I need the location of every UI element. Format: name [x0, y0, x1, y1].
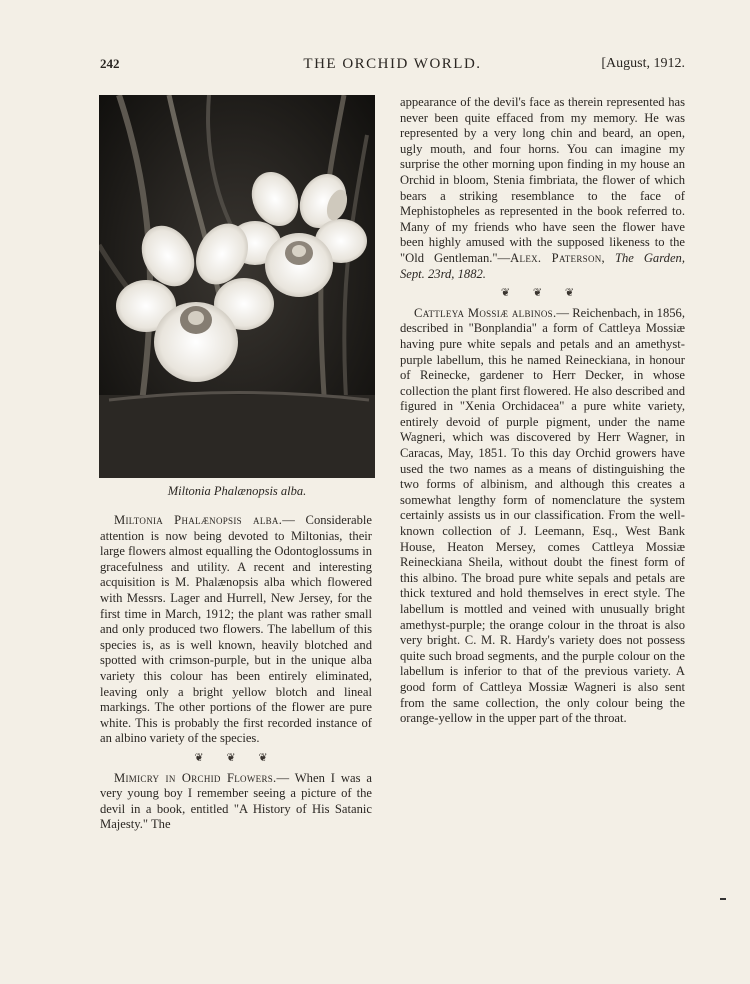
article-heading: Cattleya Mossiæ albinos. — [414, 305, 557, 320]
article-heading: Miltonia Phalænopsis alba. — [114, 513, 283, 527]
running-header — [100, 56, 685, 78]
right-column — [400, 95, 685, 727]
figure-caption: Miltonia Phalænopsis alba. — [167, 484, 307, 498]
article-body: appearance of the devil's face as therein represented has never been quite effaced from my memory. He was represented by a very long chin and beard, an open, ugly mouth, and four horns. You can imagine my surprise the other morning upon finding in my house an Orchid in bloom, Stenia fimbriata, the flower of which bears a striking resemblance to the face of Mephistopheles as represented in the book referred to. Many of my friends who have seen the flower have been highly amused with the supposed likeness to the "Old Gentleman."— — [400, 95, 685, 265]
article-heading: Mimicry in Orchid Flowers. — [114, 770, 277, 785]
page-number: 242 — [100, 56, 120, 71]
left-column — [100, 513, 372, 833]
article-source: The Garden, Sept. 23rd, 1882. — [400, 250, 685, 281]
section-ornament: ❦ ❦ ❦ — [500, 287, 585, 300]
orchid-flowers-image — [99, 95, 375, 478]
article-body: — Reichenbach, in 1856, described in "Bonplandia" a form of Cattleya Mossiæ having pure white sepals and petals and an amethyst-purple labellum, this he named Reineckiana, in honour of Reinecke, gardener to Herr Decker, in whose collection the plant first flowered. He also described and figured in "Xenia Orchidacea" a pure white variety, entirely devoid of purple pigment, under the name Wagneri, which was discovered by Herr Wagner, in Caracas, May, 1851. To this day Orchid growers have used the two names as a means of distinguishing the two forms of albinism, and although this creates a somewhat lengthy form of nomenclature the system certainly assists us in our classification. From the well-known collection of J. Leemann, Esq., West Bank House, Heaton Mersey, comes Cattleya Mossiæ Reineckiana Sheila, without doubt the finest form of this albino. The broad pure white sepals and petals are thick textured and hold themselves in erect style. The labellum is mottled and veined with unusually bright amethyst-purple; the orange colour in the throat is also very bright. C. M. R. Hardy's variety does not possess quite such broad segments, and the purple colour on the labellum is inferior to that of the previous variety. A good form of Cattleya Mossiæ Wagneri is also sent from the same collection, the only colour being the orange-yellow in the upper part of the throat. — [400, 305, 686, 726]
article-author: Alex. Paterson, — [510, 250, 606, 265]
orchid-photograph — [99, 95, 375, 478]
article-mimicry — [100, 771, 372, 833]
article-body: — When I was a very young boy I remember seeing a picture of the devil in a book, entitled "A History of His Satanic Majesty." The — [100, 770, 372, 832]
article-cattleya — [400, 306, 685, 727]
margin-mark — [720, 898, 726, 900]
issue-date: [August, 1912. — [601, 56, 685, 71]
article-mimicry-continued — [400, 95, 685, 282]
section-ornament: ❦ ❦ ❦ — [194, 751, 278, 764]
article-body: — Considerable attention is now being devoted to Miltonias, their large flowers almost equalling the Odontoglossums in gracefulness and utility. A recent and interesting acquisition is M. Phalænopsis alba which flowered with Messrs. Lager and Hurrell, New Jersey, for the first time in March, 1912; the plant was rather small and only produced two flowers. The labellum of this species is, as is well known, heavily blotched and spotted with crimson-purple, but in the unique alba variety this colour has been entirely eliminated, leaving only a bright yellow blotch and lineal markings. The other portions of the flower are pure white. This is probably the first recorded instance of an albino variety of the species. — [100, 513, 372, 746]
article-miltonia — [100, 513, 372, 747]
running-title: THE ORCHID WORLD. — [303, 56, 482, 72]
